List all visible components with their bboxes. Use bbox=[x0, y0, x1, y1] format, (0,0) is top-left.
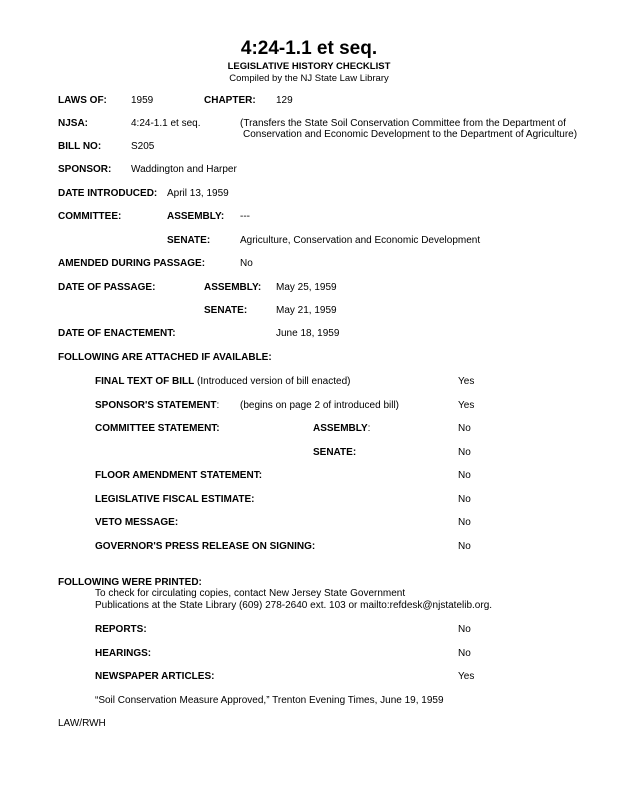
committee-senate-value: Agriculture, Conservation and Economic Development bbox=[240, 235, 481, 246]
veto-message-label: VETO MESSAGE: bbox=[95, 517, 179, 528]
veto-message-value: No bbox=[458, 517, 471, 528]
cs-assembly-colon: : bbox=[367, 423, 371, 434]
printed-heading: FOLLOWING WERE PRINTED: bbox=[58, 577, 202, 588]
passage-senate-value: May 21, 1959 bbox=[276, 305, 337, 316]
newspaper-articles-label: NEWSPAPER ARTICLES: bbox=[95, 671, 215, 682]
reports-label: REPORTS: bbox=[95, 624, 147, 635]
njsa-description-line2: Conservation and Economic Development to the Department of Agriculture) bbox=[243, 129, 578, 140]
sponsor-statement-row bbox=[95, 400, 219, 412]
floor-amendment-label: FLOOR AMENDMENT STATEMENT: bbox=[95, 470, 263, 481]
passage-assembly-label: ASSEMBLY: bbox=[204, 282, 262, 293]
njsa-description-line1: (Transfers the State Soil Conservation Committee from the Department of bbox=[240, 118, 566, 129]
floor-amendment-value: No bbox=[458, 470, 471, 481]
final-text-value: Yes bbox=[458, 376, 475, 387]
amended-label: AMENDED DURING PASSAGE: bbox=[58, 258, 206, 269]
sponsor-statement-label: SPONSOR'S STATEMENT bbox=[95, 400, 217, 411]
njsa-label: NJSA: bbox=[58, 118, 89, 129]
chapter-label: CHAPTER: bbox=[204, 95, 256, 106]
laws-of-value: 1959 bbox=[131, 95, 154, 106]
compiled-by: Compiled by the NJ State Law Library bbox=[229, 73, 389, 84]
committee-assembly-value: --- bbox=[240, 211, 250, 222]
sponsor-value: Waddington and Harper bbox=[131, 164, 237, 175]
date-of-passage-label: DATE OF PASSAGE: bbox=[58, 282, 156, 293]
attached-heading: FOLLOWING ARE ATTACHED IF AVAILABLE: bbox=[58, 352, 272, 363]
printed-note-line2: Publications at the State Library (609) 278-2640 ext. 103 or mailto:refdesk@njstatelib.org. bbox=[95, 600, 493, 611]
hearings-value: No bbox=[458, 648, 471, 659]
cs-senate-label: SENATE: bbox=[313, 447, 357, 458]
passage-assembly-value: May 25, 1959 bbox=[276, 282, 337, 293]
fiscal-estimate-value: No bbox=[458, 494, 471, 505]
cs-assembly-row bbox=[313, 423, 370, 435]
date-introduced-value: April 13, 1959 bbox=[167, 188, 229, 199]
press-release-value: No bbox=[458, 541, 471, 552]
sponsor-statement-value: Yes bbox=[458, 400, 475, 411]
date-of-enactment-value: June 18, 1959 bbox=[276, 328, 340, 339]
checklist-subtitle: LEGISLATIVE HISTORY CHECKLIST bbox=[227, 61, 391, 72]
njsa-value: 4:24-1.1 et seq. bbox=[131, 118, 201, 129]
sponsor-label: SPONSOR: bbox=[58, 164, 112, 175]
laws-of-label: LAWS OF: bbox=[58, 95, 107, 106]
cs-assembly-label: ASSEMBLY bbox=[313, 423, 368, 434]
newspaper-article-citation: “Soil Conservation Measure Approved,” Trenton Evening Times, June 19, 1959 bbox=[95, 695, 444, 706]
fiscal-estimate-label: LEGISLATIVE FISCAL ESTIMATE: bbox=[95, 494, 255, 505]
footer-initials: LAW/RWH bbox=[58, 718, 106, 729]
amended-value: No bbox=[240, 258, 253, 269]
bill-no-label: BILL NO: bbox=[58, 141, 102, 152]
committee-senate-label: SENATE: bbox=[167, 235, 211, 246]
final-text-note: (Introduced version of bill enacted) bbox=[197, 376, 351, 387]
reports-value: No bbox=[458, 624, 471, 635]
page-title: 4:24-1.1 et seq. bbox=[240, 38, 378, 59]
sponsor-statement-note: (begins on page 2 of introduced bill) bbox=[240, 400, 399, 411]
chapter-value: 129 bbox=[276, 95, 293, 106]
final-text-row bbox=[95, 376, 350, 388]
committee-label: COMMITTEE: bbox=[58, 211, 122, 222]
bill-no-value: S205 bbox=[131, 141, 155, 152]
committee-assembly-label: ASSEMBLY: bbox=[167, 211, 225, 222]
press-release-label: GOVERNOR'S PRESS RELEASE ON SIGNING: bbox=[95, 541, 316, 552]
committee-statement-label: COMMITTEE STATEMENT: bbox=[95, 423, 220, 434]
newspaper-articles-value: Yes bbox=[458, 671, 475, 682]
sponsor-statement-colon: : bbox=[216, 400, 220, 411]
hearings-label: HEARINGS: bbox=[95, 648, 152, 659]
cs-senate-value: No bbox=[458, 447, 471, 458]
date-of-enactment-label: DATE OF ENACTEMENT: bbox=[58, 328, 176, 339]
date-introduced-label: DATE INTRODUCED: bbox=[58, 188, 158, 199]
final-text-label: FINAL TEXT OF BILL bbox=[95, 376, 195, 387]
passage-senate-label: SENATE: bbox=[204, 305, 248, 316]
cs-assembly-value: No bbox=[458, 423, 471, 434]
printed-note-line1: To check for circulating copies, contact New Jersey State Government bbox=[95, 588, 406, 599]
